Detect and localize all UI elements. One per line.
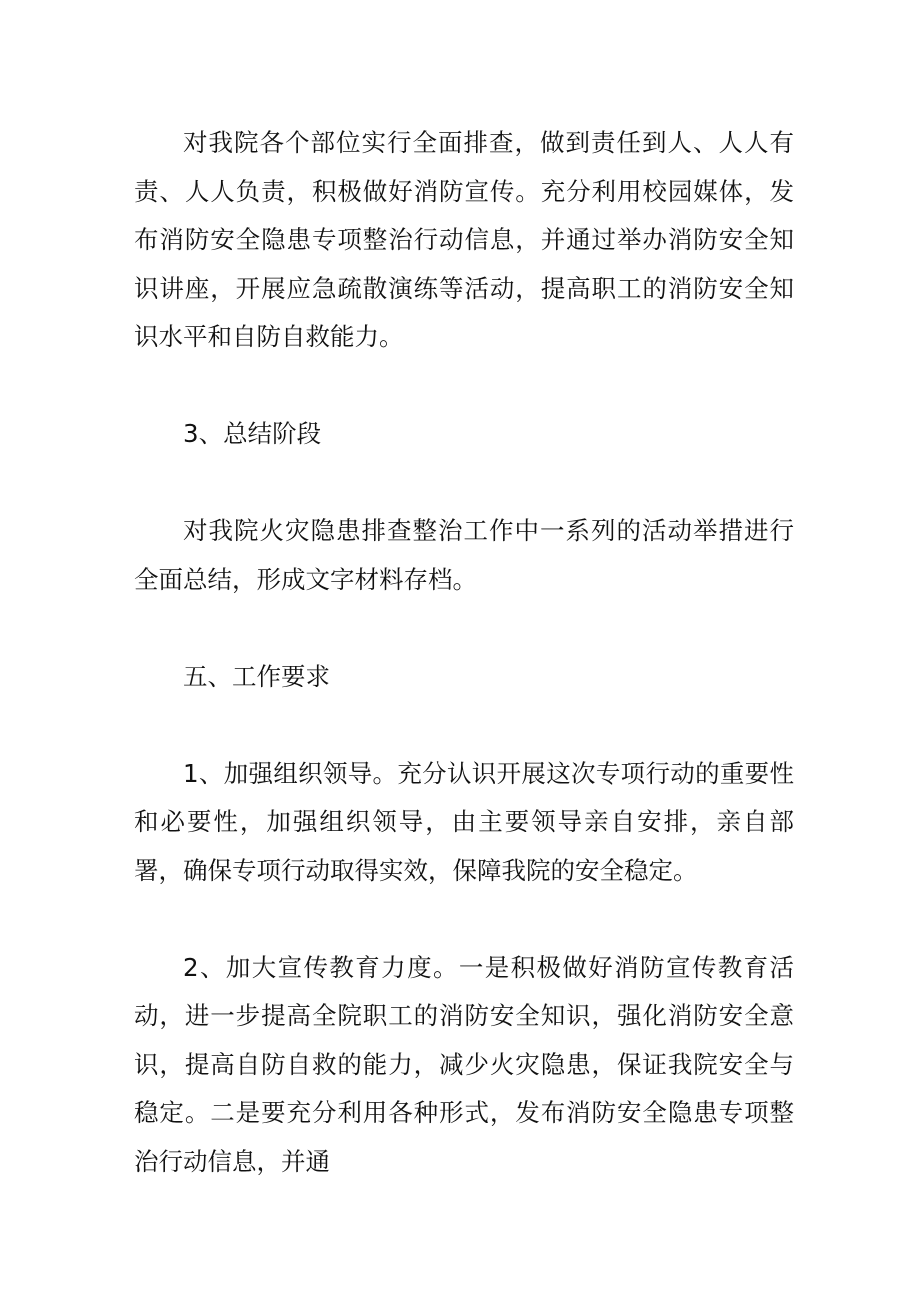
paragraph-gap [134, 701, 794, 750]
paragraph-gap [134, 895, 794, 944]
document-body [134, 119, 794, 1186]
heading-summary-stage: 3、总结阶段 [183, 419, 322, 448]
paragraph-gap [134, 604, 794, 653]
paragraph-gap [134, 362, 794, 411]
paragraph-summary: 对我院火灾隐患排查整治工作中一系列的活动举措进行全面总结，形成文字材料存档。 [134, 516, 794, 594]
paragraph-publicity: 2、加大宣传教育力度。一是积极做好消防宣传教育活动，进一步提高全院职工的消防安全知识，强化消防安全意识，提高自防自救的能力，减少火灾隐患，保证我院安全与稳定。二是要充分利用各种形式，发布消防安全隐患专项整治行动信息，并通 [134, 952, 794, 1176]
paragraph-leadership: 1、加强组织领导。充分认识开展这次专项行动的重要性和必要性，加强组织领导，由主要领导亲自安排，亲自部署，确保专项行动取得实效，保障我院的安全稳定。 [134, 758, 794, 885]
heading-work-requirements: 五、工作要求 [183, 661, 330, 691]
paragraph-gap [134, 459, 794, 508]
paragraph-inspection: 对我院各个部位实行全面排查，做到责任到人、人人有责、人人负责，积极做好消防宣传。充分利用校园媒体，发布消防安全隐患专项整治行动信息，并通过举办消防安全知识讲座，开展应急疏散演练等活动，提高职工的消防安全知识水平和自防自救能力。 [134, 128, 794, 351]
